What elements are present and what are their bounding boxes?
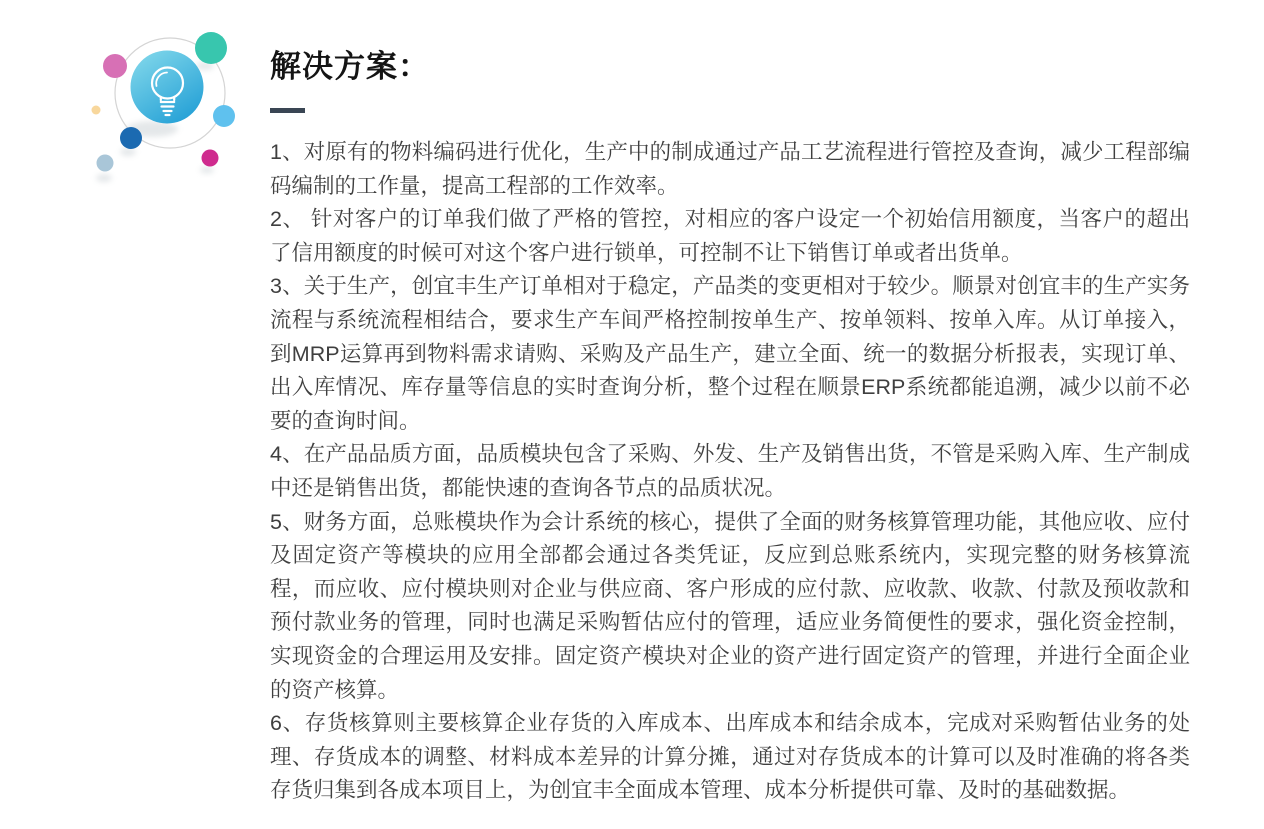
magenta-dot bbox=[202, 150, 219, 167]
teal-dot bbox=[195, 32, 227, 64]
solution-paragraph-4: 4、在产品品质方面，品质模块包含了采购、外发、生产及销售出货，不管是采购入库、生产制成中还是销售出货，都能快速的查询各节点的品质状况。 bbox=[270, 442, 1190, 500]
page-title: 解决方案： bbox=[270, 49, 430, 84]
solution-paragraph-5: 5、财务方面，总账模块作为会计系统的核心，提供了全面的财务核算管理功能，其他应收、应付及固定资产等模块的应用全部都会通过各类凭证，反应到总账系统内，实现完整的财务核算流程，而应收、应付模块则对企业与供应商、客户形成的应付款、应收款、收款、付款及预收款和预付款业务的管理，同时也满足采购暂估应付的管理，适应业务简便性的要求，强化资金控制，实现资金的合理运用及安排。固定资产模块对企业的资产进行固定资产的管理，并进行全面企业的资产核算。 bbox=[270, 509, 1190, 702]
solution-paragraph-1: 1、对原有的物料编码进行优化，生产中的制成通过产品工艺流程进行管控及查询，减少工程部编码编制的工作量，提高工程部的工作效率。 bbox=[270, 140, 1190, 198]
lightbulb-decoration bbox=[75, 15, 245, 190]
solution-paragraph-6: 6、存货核算则主要核算企业存货的入库成本、出库成本和结余成本，完成对采购暂估业务的处理、存货成本的调整、材料成本差异的计算分摊，通过对存货成本的计算可以及时准确的将各类存货归集到各成本项目上，为创宜丰全面成本管理、成本分析提供可靠、及时的基础数据。 bbox=[270, 711, 1190, 803]
lightbulb-circle bbox=[131, 51, 204, 124]
title-dash bbox=[270, 108, 305, 113]
solution-paragraph-2: 2、 针对客户的订单我们做了严格的管控，对相应的客户设定一个初始信用额度，当客户的超出了信用额度的时候可对这个客户进行锁单，可控制不让下销售订单或者出货单。 bbox=[270, 207, 1190, 265]
yellow-dot bbox=[92, 106, 101, 115]
pink-dot bbox=[103, 54, 127, 78]
light-blue-dot bbox=[213, 105, 235, 127]
steel-blue-dot bbox=[97, 155, 114, 172]
solution-paragraph-3: 3、关于生产，创宜丰生产订单相对于稳定，产品类的变更相对于较少。顺景对创宜丰的生产实务流程与系统流程相结合，要求生产车间严格控制按单生产、按单领料、按单入库。从订单接入，到MRP运算再到物料需求请购、采购及产品生产，建立全面、统一的数据分析报表，实现订单、出入库情况、库存量等信息的实时查询分析，整个过程在顺景ERP系统都能追溯，减少以前不必要的查询时间。 bbox=[270, 274, 1190, 433]
solution-text-block bbox=[270, 136, 1190, 808]
dark-blue-dot bbox=[120, 127, 142, 149]
